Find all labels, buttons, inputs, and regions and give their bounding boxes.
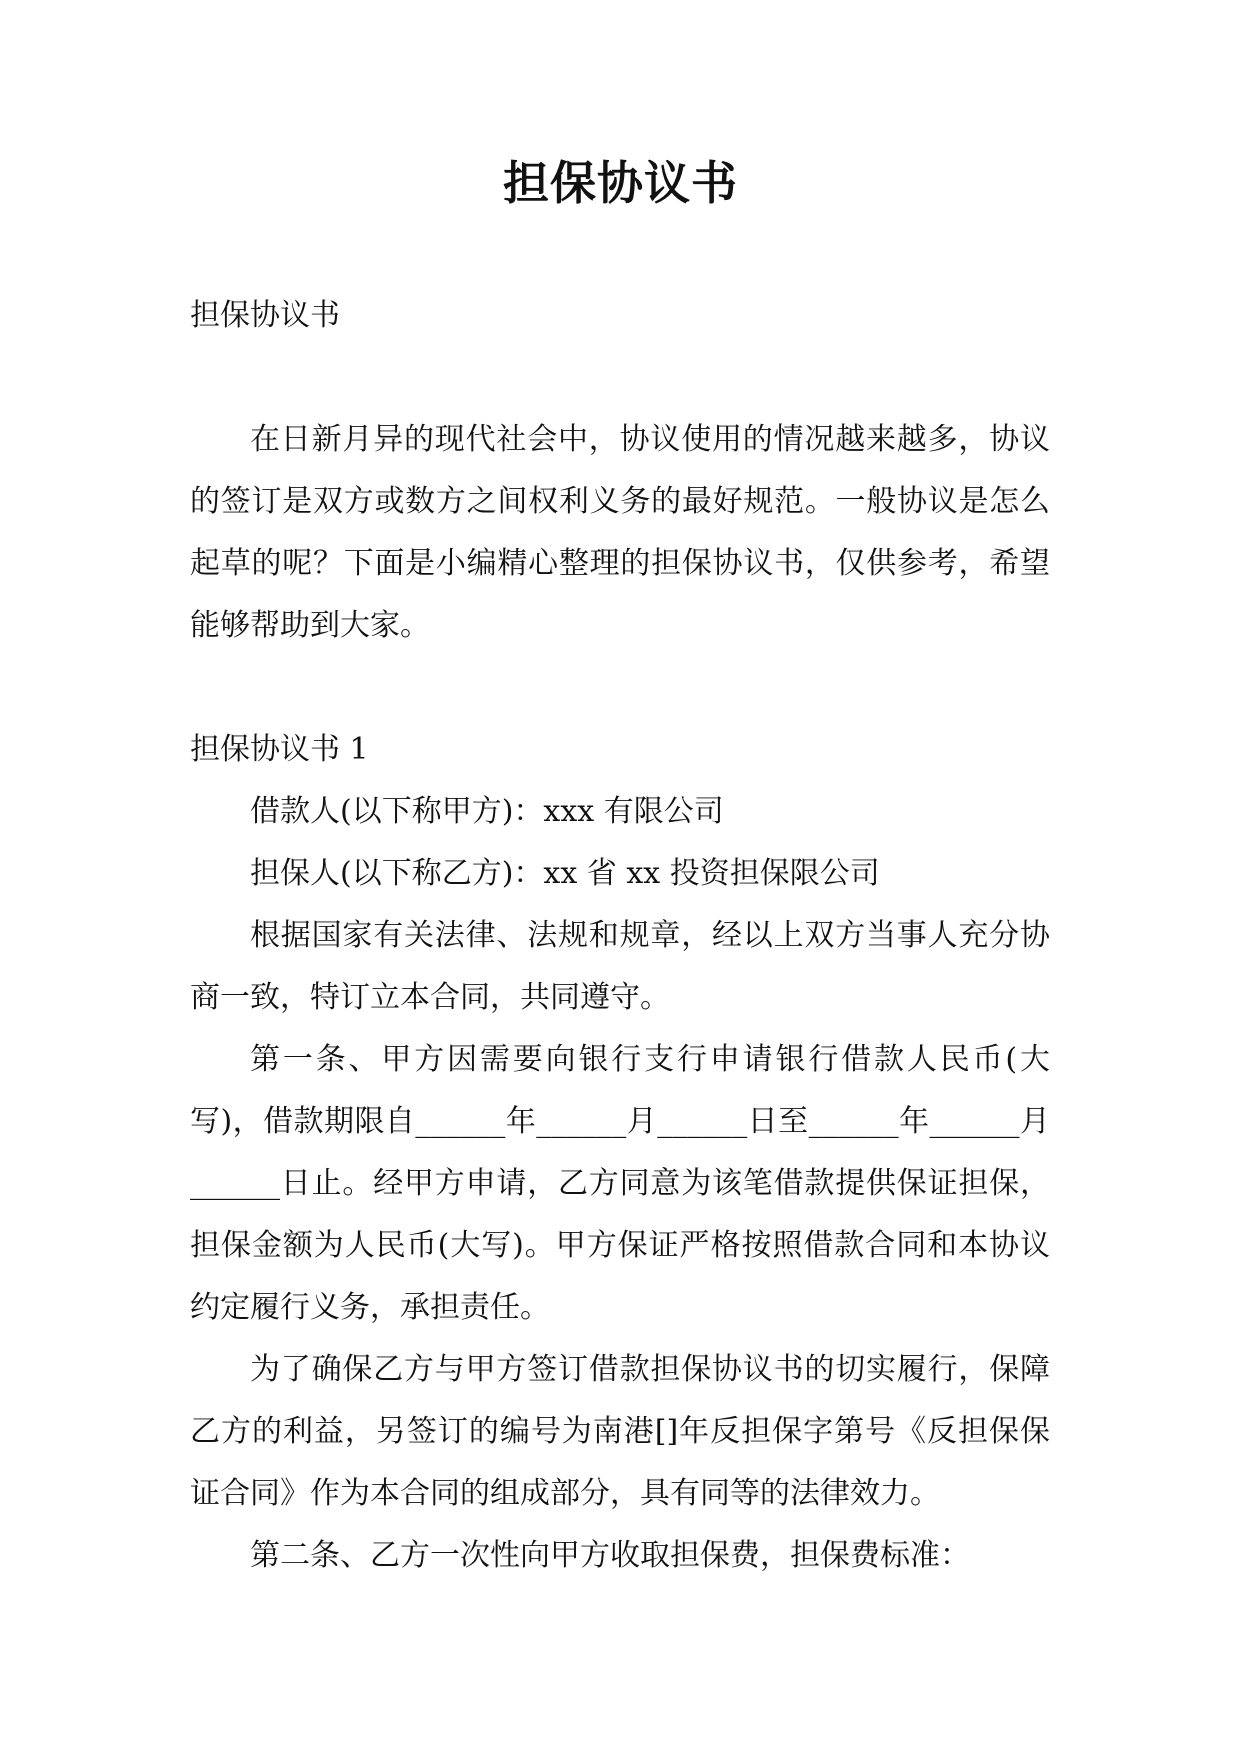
- borrower-line: 借款人(以下称甲方)：xxx 有限公司: [250, 794, 724, 829]
- paragraph-gap: [190, 347, 1050, 409]
- paragraph-gap: [190, 657, 1050, 719]
- document-title: 担保协议书: [503, 156, 738, 210]
- guarantor-line: 担保人(以下称乙方)：xx 省 xx 投资担保限公司: [250, 856, 880, 891]
- assurance-paragraph: 为了确保乙方与甲方签订借款担保协议书的切实履行，保障乙方的利益，另签订的编号为南港[]年反担保字第号《反担保保证合同》作为本合同的组成部分，具有同等的法律效力。: [190, 1352, 1050, 1511]
- section-heading: 担保协议书 1: [190, 732, 369, 767]
- document-subtitle: 担保协议书: [190, 298, 340, 333]
- basis-paragraph: 根据国家有关法律、法规和规章，经以上双方当事人充分协商一致，特订立本合同，共同遵守。: [190, 918, 1050, 1015]
- intro-paragraph: 在日新月异的现代社会中，协议使用的情况越来越多，协议的签订是双方或数方之间权利义务的最好规范。一般协议是怎么起草的呢？下面是小编精心整理的担保协议书，仅供参考，希望能够帮助到大家。: [190, 422, 1050, 643]
- article-one-paragraph: 第一条、甲方因需要向银行支行申请银行借款人民币(大写)，借款期限自______年______月______日至______年______月______日止。经甲方申请，乙方同意为该笔借款提供保证担保，担保金额为人民币(大写)。甲方保证严格按照借款合同和本协议约定履行义务，承担责任。: [190, 1042, 1050, 1325]
- article-two-paragraph: 第二条、乙方一次性向甲方收取担保费，担保费标准：: [250, 1538, 970, 1573]
- document-body: [190, 285, 1050, 1587]
